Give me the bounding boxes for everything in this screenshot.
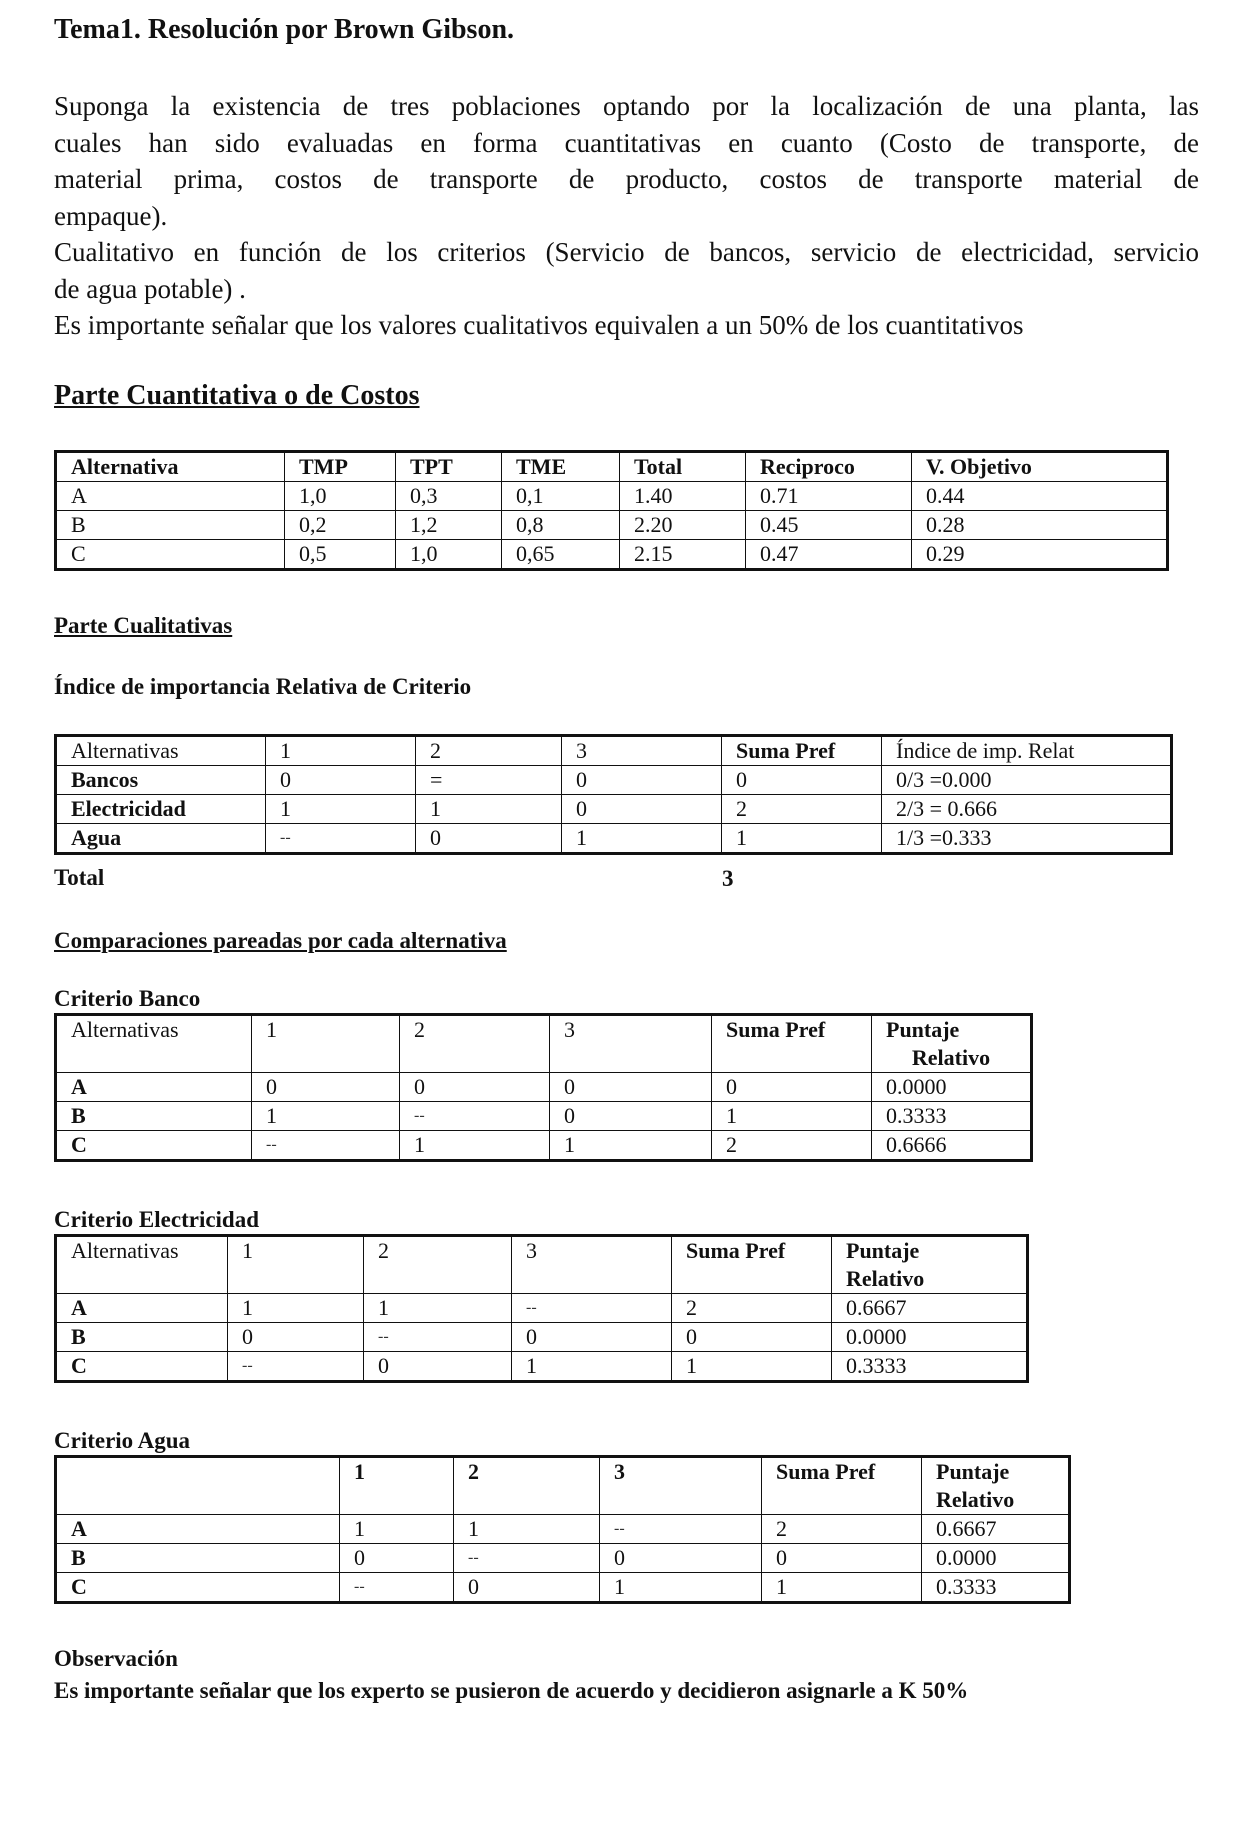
table-cell: 0/3 =0.000 — [882, 766, 1172, 795]
table-cell: 0,1 — [502, 482, 620, 511]
table-row — [56, 1515, 1070, 1544]
table-cell: 0.3333 — [872, 1102, 1032, 1131]
column-header: V. Objetivo — [912, 452, 1168, 482]
table-cell: 1/3 =0.333 — [882, 824, 1172, 854]
table-cell: 0,2 — [285, 511, 396, 540]
header-line: Relativo — [846, 1266, 925, 1291]
header-line: Relativo — [911, 1045, 991, 1070]
table-cell: 0,3 — [396, 482, 502, 511]
table-cell: 1 — [252, 1102, 400, 1131]
table-cell: 1.40 — [620, 482, 746, 511]
table-cell: 0 — [712, 1073, 872, 1102]
table-row — [56, 766, 1172, 795]
table-cell: 0 — [512, 1323, 672, 1352]
column-header — [56, 1457, 340, 1515]
column-header: Alternativa — [56, 452, 285, 482]
table-cell: C — [56, 540, 285, 570]
intro-line: Suponga la existencia de tres poblaciones optando por la localización de una planta, las — [54, 91, 1199, 121]
table-cell: 0 — [550, 1102, 712, 1131]
table-cell: 0 — [562, 766, 722, 795]
table-cell: Agua — [56, 824, 266, 854]
table-cell: -- — [252, 1131, 400, 1161]
table-row — [56, 482, 1168, 511]
table-cell: -- — [340, 1573, 454, 1603]
table-cell: Bancos — [56, 766, 266, 795]
pairwise-heading: Comparaciones pareadas por cada alternativa — [54, 928, 507, 953]
table-cell: 1,0 — [285, 482, 396, 511]
table-cell: 0.0000 — [832, 1323, 1028, 1352]
observation-text: Es importante señalar que los experto se pusieron de acuerdo y decidieron asignarle a K 50% — [54, 1678, 969, 1703]
table-cell: 2 — [712, 1131, 872, 1161]
table-cell: 0.44 — [912, 482, 1168, 511]
column-header: 3 — [600, 1457, 762, 1515]
table-cell: 1 — [416, 795, 562, 824]
intro-line: Es importante señalar que los valores cualitativos equivalen a un 50% de los cuantitativos — [54, 310, 1024, 340]
table-row — [56, 1352, 1028, 1382]
column-header: TMP — [285, 452, 396, 482]
electricidad-table — [54, 1234, 1029, 1383]
table-cell: 1,0 — [396, 540, 502, 570]
table-cell: 2 — [762, 1515, 922, 1544]
total-label: Total — [54, 865, 105, 890]
page-title: Tema1. Resolución por Brown Gibson. — [54, 14, 515, 45]
table-row — [56, 1131, 1032, 1161]
column-header: 1 — [266, 736, 416, 766]
table-cell: 0 — [340, 1544, 454, 1573]
table-cell: 1 — [550, 1131, 712, 1161]
table-cell: A — [56, 1073, 252, 1102]
column-header: 3 — [512, 1236, 672, 1294]
table-cell: 2.20 — [620, 511, 746, 540]
intro-line: cuales han sido evaluadas en forma cuantitativas en cuanto (Costo de transporte, de — [54, 127, 1199, 158]
table-cell: 0 — [364, 1352, 512, 1382]
table-cell: A — [56, 1294, 228, 1323]
table-cell: 1 — [400, 1131, 550, 1161]
table-cell: 1 — [562, 824, 722, 854]
observation-title: Observación — [54, 1646, 178, 1671]
table-cell: 0.0000 — [872, 1073, 1032, 1102]
table-cell: 2 — [722, 795, 882, 824]
table-cell: B — [56, 1544, 340, 1573]
quant-table — [54, 450, 1169, 571]
table-cell: B — [56, 511, 285, 540]
table-cell: 0.6667 — [832, 1294, 1028, 1323]
column-header: 3 — [550, 1015, 712, 1073]
column-header: 2 — [416, 736, 562, 766]
table-cell: 0,8 — [502, 511, 620, 540]
qual-heading: Parte Cualitativas — [54, 613, 233, 638]
table-cell: B — [56, 1102, 252, 1131]
banco-table — [54, 1013, 1033, 1162]
table-row — [56, 1323, 1028, 1352]
column-header: Suma Pref — [762, 1457, 922, 1515]
header-line: Puntaje — [846, 1238, 920, 1263]
intro-line: Cualitativo en función de los criterios (Servicio de bancos, servicio de electricidad, servicio — [54, 237, 1199, 267]
column-header: TPT — [396, 452, 502, 482]
criterio-banco-title: Criterio Banco — [54, 986, 201, 1011]
table-cell: 1 — [712, 1102, 872, 1131]
table-header-row — [56, 1236, 1028, 1294]
header-line: Relativo — [936, 1487, 1015, 1512]
table-cell: 0.3333 — [922, 1573, 1070, 1603]
table-cell: 1 — [722, 824, 882, 854]
criterio-electricidad-title: Criterio Electricidad — [54, 1207, 260, 1232]
table-cell: = — [416, 766, 562, 795]
column-header: 2 — [364, 1236, 512, 1294]
column-header: TME — [502, 452, 620, 482]
table-cell: -- — [400, 1102, 550, 1131]
table-cell: -- — [512, 1294, 672, 1323]
table-cell: 0 — [550, 1073, 712, 1102]
table-row — [56, 511, 1168, 540]
column-header: 1 — [228, 1236, 364, 1294]
table-cell: -- — [266, 824, 416, 854]
column-header: Alternativas — [56, 1015, 252, 1073]
intro-line: empaque). — [54, 200, 168, 231]
table-cell: 0.0000 — [922, 1544, 1070, 1573]
table-row — [56, 1294, 1028, 1323]
column-header: 1 — [252, 1015, 400, 1073]
table-row — [56, 795, 1172, 824]
index-heading: Índice de importancia Relativa de Criterio — [54, 674, 472, 699]
table-cell: 1 — [762, 1573, 922, 1603]
table-cell: 1,2 — [396, 511, 502, 540]
table-cell: -- — [364, 1323, 512, 1352]
table-cell: 0,65 — [502, 540, 620, 570]
table-cell: C — [56, 1131, 252, 1161]
table-cell: A — [56, 1515, 340, 1544]
column-header: Reciproco — [746, 452, 912, 482]
table-cell: 0.45 — [746, 511, 912, 540]
table-cell: 0 — [416, 824, 562, 854]
total-value: 3 — [722, 866, 734, 891]
table-cell: 1 — [228, 1294, 364, 1323]
table-cell: C — [56, 1352, 228, 1382]
table-cell: 0.6667 — [922, 1515, 1070, 1544]
intro-line: de agua potable) . — [54, 273, 246, 304]
table-cell: 0 — [252, 1073, 400, 1102]
table-cell: 0 — [266, 766, 416, 795]
table-cell: 2/3 = 0.666 — [882, 795, 1172, 824]
table-cell: 1 — [512, 1352, 672, 1382]
table-cell: 0 — [672, 1323, 832, 1352]
index-table — [54, 734, 1173, 855]
table-cell: 0 — [762, 1544, 922, 1573]
table-row — [56, 1073, 1032, 1102]
table-cell: 2 — [672, 1294, 832, 1323]
table-header-row — [56, 1457, 1070, 1515]
column-header — [872, 1015, 1032, 1073]
column-header: Alternativas — [56, 736, 266, 766]
column-header: 3 — [562, 736, 722, 766]
table-cell: -- — [600, 1515, 762, 1544]
column-header — [832, 1236, 1028, 1294]
table-cell: 1 — [600, 1573, 762, 1603]
table-cell: 2.15 — [620, 540, 746, 570]
table-cell: 0 — [562, 795, 722, 824]
agua-table — [54, 1455, 1071, 1604]
table-row — [56, 1102, 1032, 1131]
table-header-row — [56, 736, 1172, 766]
column-header: Índice de imp. Relat — [882, 736, 1172, 766]
table-cell: C — [56, 1573, 340, 1603]
table-cell: 0 — [454, 1573, 600, 1603]
column-header: Total — [620, 452, 746, 482]
column-header: 2 — [454, 1457, 600, 1515]
column-header: Alternativas — [56, 1236, 228, 1294]
table-cell: A — [56, 482, 285, 511]
table-row — [56, 540, 1168, 570]
table-cell: 1 — [266, 795, 416, 824]
table-cell: 1 — [364, 1294, 512, 1323]
intro-paragraph — [54, 88, 1199, 344]
table-cell: -- — [454, 1544, 600, 1573]
column-header: Suma Pref — [672, 1236, 832, 1294]
column-header: 2 — [400, 1015, 550, 1073]
column-header: 1 — [340, 1457, 454, 1515]
quant-heading: Parte Cuantitativa o de Costos — [54, 380, 420, 411]
criterio-agua-title: Criterio Agua — [54, 1428, 191, 1453]
header-line: Puntaje — [886, 1017, 960, 1042]
table-row — [56, 1573, 1070, 1603]
table-cell: 1 — [672, 1352, 832, 1382]
table-header-row — [56, 452, 1168, 482]
table-header-row — [56, 1015, 1032, 1073]
column-header — [922, 1457, 1070, 1515]
table-row — [56, 824, 1172, 854]
table-cell: Electricidad — [56, 795, 266, 824]
table-cell: 0.3333 — [832, 1352, 1028, 1382]
table-cell: 0.47 — [746, 540, 912, 570]
table-cell: 1 — [340, 1515, 454, 1544]
table-cell: 0.29 — [912, 540, 1168, 570]
column-header: Suma Pref — [712, 1015, 872, 1073]
table-cell: 1 — [454, 1515, 600, 1544]
table-cell: 0 — [400, 1073, 550, 1102]
table-cell: 0,5 — [285, 540, 396, 570]
table-row — [56, 1544, 1070, 1573]
table-cell: B — [56, 1323, 228, 1352]
table-cell: 0 — [600, 1544, 762, 1573]
table-cell: -- — [228, 1352, 364, 1382]
header-line: Puntaje — [936, 1459, 1010, 1484]
table-cell: 0 — [722, 766, 882, 795]
table-cell: 0.6666 — [872, 1131, 1032, 1161]
intro-line: material prima, costos de transporte de producto, costos de transporte material de — [54, 164, 1199, 194]
table-cell: 0.28 — [912, 511, 1168, 540]
table-cell: 0 — [228, 1323, 364, 1352]
table-cell: 0.71 — [746, 482, 912, 511]
column-header: Suma Pref — [722, 736, 882, 766]
